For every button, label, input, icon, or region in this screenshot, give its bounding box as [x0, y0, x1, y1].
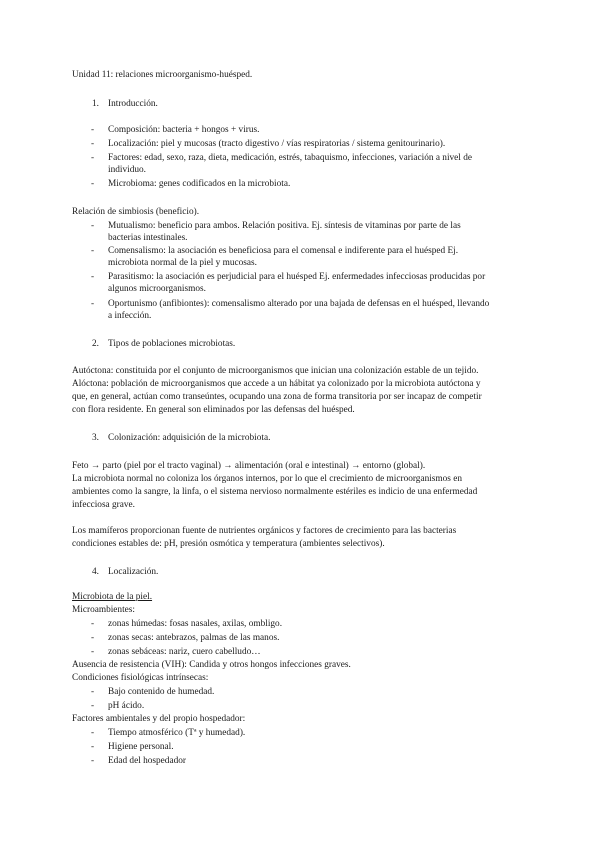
paragraph-line: Los mamíferos proporcionan fuente de nutrientes orgánicos y factores de crecimiento para las bacterias — [72, 526, 457, 536]
bullet-dash: - — [91, 701, 95, 711]
bullet-dash: - — [91, 153, 95, 163]
section-number: 2. — [92, 339, 99, 349]
bullet-dash: - — [91, 647, 95, 657]
bullet-dash: - — [91, 125, 95, 135]
section-heading: Introducción. — [108, 99, 158, 109]
paragraph-line: condiciones estables de: pH, presión osmótica y temperatura (ambientes selectivos). — [72, 539, 385, 549]
list-item: Microbioma: genes codificados en la microbiota. — [108, 179, 291, 189]
list-item: Mutualismo: beneficio para ambos. Relación positiva. Ej. síntesis de vitaminas por parte de las — [108, 221, 461, 231]
bullet-dash: - — [91, 179, 95, 189]
section-number: 3. — [92, 433, 99, 443]
list-item-cont: a infección. — [108, 311, 152, 321]
bullet-dash: - — [91, 299, 95, 309]
paragraph-heading: Relación de simbiosis (beneficio). — [72, 207, 200, 217]
list-item: Parasitismo: la asociación es perjudicial para el huésped Ej. enfermedades infecciosas producidas por — [108, 272, 486, 282]
bullet-dash: - — [91, 221, 95, 231]
list-item: zonas húmedas: fosas nasales, axilas, ombligo. — [108, 619, 283, 629]
subsection-heading: Microbiota de la piel. — [72, 592, 153, 602]
bullet-dash: - — [91, 728, 95, 738]
paragraph-line: Factores ambientales y del propio hospedador: — [72, 714, 246, 724]
list-item: Localización: piel y mucosas (tracto digestivo / vías respiratorias / sistema genitourinario). — [108, 139, 446, 149]
list-item: Higiene personal. — [108, 742, 174, 752]
list-item: Tiempo atmosférico (Tª y humedad). — [108, 728, 246, 738]
paragraph-line: con flora residente. En general son eliminados por las defensas del huésped. — [72, 405, 355, 415]
bullet-dash: - — [91, 246, 95, 256]
bullet-dash: - — [91, 139, 95, 149]
section-number: 1. — [92, 99, 99, 109]
list-item: Composición: bacteria + hongos + virus. — [108, 125, 260, 135]
section-heading: Tipos de poblaciones microbiotas. — [108, 339, 236, 349]
paragraph-line: ambientes como la sangre, la linfa, o el sistema nervioso normalmente estériles es indicio de una enfermedad — [72, 487, 478, 497]
list-item: Bajo contenido de humedad. — [108, 687, 215, 697]
bullet-dash: - — [91, 619, 95, 629]
section-heading: Localización. — [108, 567, 159, 577]
list-item: zonas secas: antebrazos, palmas de las manos. — [108, 633, 280, 643]
paragraph-line: infecciosa grave. — [72, 500, 135, 510]
paragraph-line: Alóctona: población de microorganismos que accede a un hábitat ya colonizado por la microbiota autóctona y — [72, 379, 481, 389]
list-item: Edad del hospedador — [108, 756, 186, 766]
list-item-cont: bacterias intestinales. — [108, 233, 188, 243]
document-title: Unidad 11: relaciones microorganismo-huésped. — [72, 70, 253, 80]
paragraph-line: Ausencia de resistencia (VIH): Candida y otros hongos infecciones graves. — [72, 660, 351, 670]
list-item: Comensalismo: la asociación es beneficiosa para el comensal e indiferente para el huésped Ej. — [108, 246, 459, 256]
list-item-cont: algunos microorganismos. — [108, 284, 206, 294]
bullet-dash: - — [91, 272, 95, 282]
list-item-cont: individuo. — [108, 165, 146, 175]
list-item: pH ácido. — [108, 701, 145, 711]
list-item: Oportunismo (anfibiontes): comensalismo alterado por una bajada de defensas en el huésped, llevando — [108, 299, 490, 309]
paragraph-line: Microambientes: — [72, 605, 135, 615]
paragraph-line: que, en general, actúan como transeúntes, ocupando una zona de forma transitoria por ser incapaz de competir — [72, 392, 482, 402]
list-item: Factores: edad, sexo, raza, dieta, medicación, estrés, tabaquismo, infecciones, variación a nivel de — [108, 153, 472, 163]
bullet-dash: - — [91, 687, 95, 697]
list-item-cont: microbiota normal de la piel y mucosas. — [108, 258, 257, 268]
section-heading: Colonización: adquisición de la microbiota. — [108, 433, 271, 443]
paragraph-line: Condiciones fisiológicas intrínsecas: — [72, 673, 209, 683]
paragraph-line: La microbiota normal no coloniza los órganos internos, por lo que el crecimiento de microorganismos en — [72, 474, 463, 484]
paragraph-line: Feto → parto (piel por el tracto vaginal) → alimentación (oral e intestinal) → entorno (global). — [72, 461, 426, 471]
bullet-dash: - — [91, 756, 95, 766]
list-item: zonas sebáceas: nariz, cuero cabelludo… — [108, 647, 261, 657]
paragraph-line: Autóctona: constituida por el conjunto de microorganismos que inician una colonización estable de un tejido. — [72, 366, 479, 376]
section-number: 4. — [92, 567, 99, 577]
bullet-dash: - — [91, 742, 95, 752]
bullet-dash: - — [91, 633, 95, 643]
